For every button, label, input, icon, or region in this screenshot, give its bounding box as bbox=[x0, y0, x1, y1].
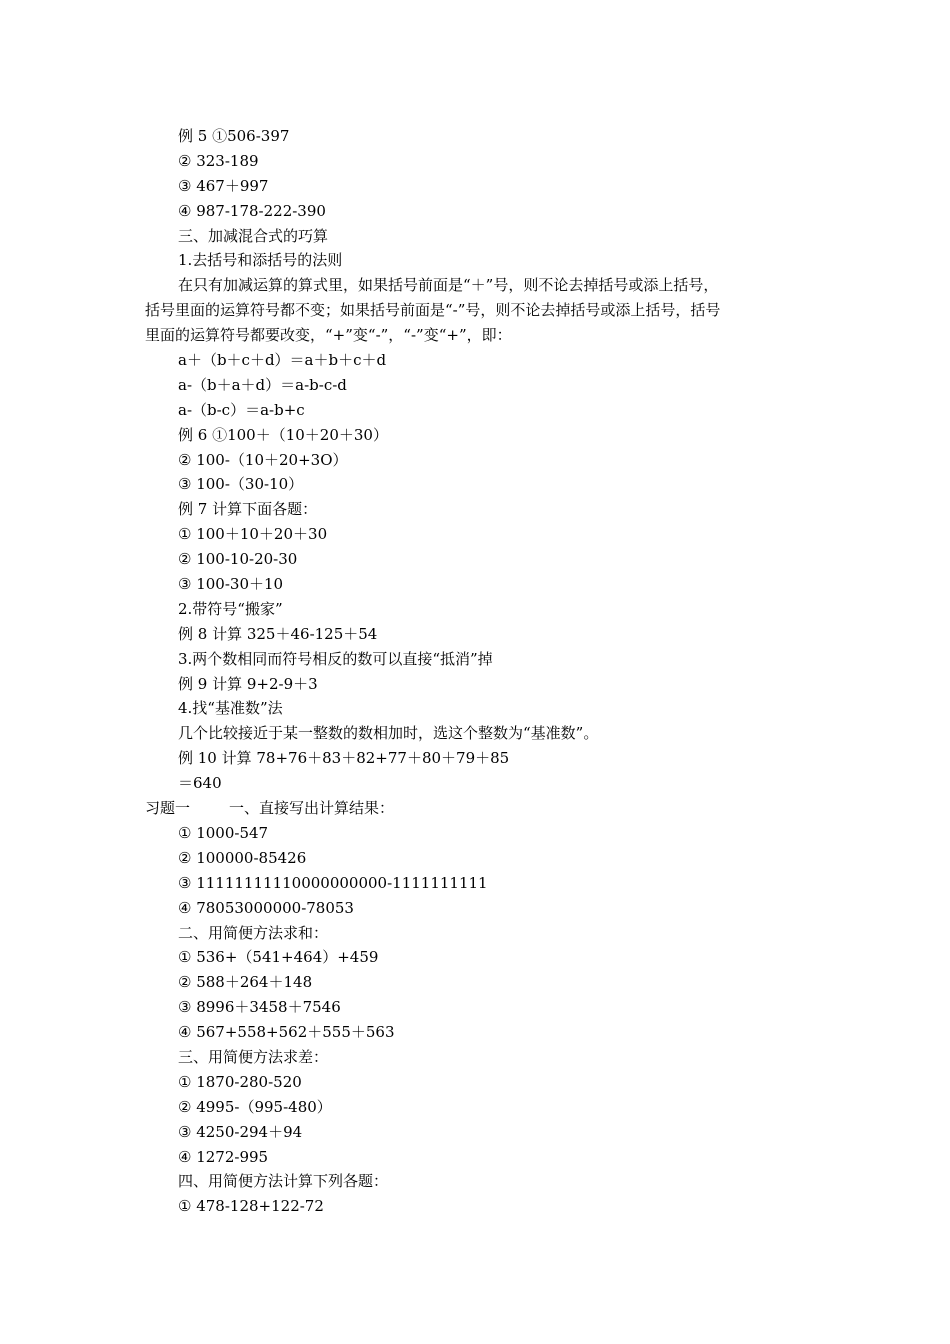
text-line: ④ 1272-995 bbox=[178, 1147, 269, 1166]
text-line: 例 7 计算下面各题： bbox=[178, 500, 318, 519]
section-heading: 四、用简便方法计算下列各题： bbox=[178, 1172, 389, 1191]
text-line: ① 1870-280-520 bbox=[178, 1072, 302, 1091]
section-heading: 二、用简便方法求和： bbox=[178, 923, 329, 942]
text-line: ④ 987-178-222-390 bbox=[178, 201, 326, 220]
text-line: ① 478-128+122-72 bbox=[178, 1197, 324, 1216]
formula-line: a-（b＋a＋d）＝a-b-c-d bbox=[178, 375, 347, 394]
text-line: ③ 467＋997 bbox=[178, 176, 269, 195]
exercise-title: 习题一 bbox=[145, 799, 191, 818]
text-line: ③ 11111111110000000000-1111111111 bbox=[178, 873, 488, 892]
text-line: 例 9 计算 9+2-9＋3 bbox=[178, 674, 318, 693]
subsection-heading: 1.去括号和添括号的法则 bbox=[178, 251, 343, 270]
section-heading: 三、用简便方法求差： bbox=[178, 1047, 329, 1066]
text-line: ③ 8996＋3458＋7546 bbox=[178, 998, 341, 1017]
section-heading: 三、加减混合式的巧算 bbox=[178, 226, 329, 245]
text-line: ② 100000-85426 bbox=[178, 848, 307, 867]
subsection-heading: 4.找“基准数”法 bbox=[178, 699, 283, 718]
text-line: ① 1000-547 bbox=[178, 823, 269, 842]
text-line: 例 8 计算 325＋46-125＋54 bbox=[178, 624, 378, 643]
subsection-heading: 2.带符号“搬家” bbox=[178, 599, 283, 618]
formula-line: a-（b-c）＝a-b+c bbox=[178, 400, 305, 419]
text-line: 例 6 ①100＋（10＋20＋30） bbox=[178, 425, 388, 444]
paragraph-line: 里面的运算符号都要改变，“+”变“-”，“-”变“+”，即： bbox=[145, 326, 512, 345]
text-line: ③ 100-（30-10） bbox=[178, 475, 304, 494]
paragraph-line: 在只有加减运算的算式里，如果括号前面是“＋”号，则不论去掉括号或添上括号， bbox=[178, 276, 719, 295]
text-line: ④ 567+558+562＋555＋563 bbox=[178, 1023, 395, 1042]
text-line: ③ 4250-294＋94 bbox=[178, 1122, 303, 1141]
text-line: ③ 100-30＋10 bbox=[178, 575, 284, 594]
text-line: ＝640 bbox=[178, 774, 222, 793]
text-line: 例 10 计算 78+76＋83＋82+77＋80＋79＋85 bbox=[178, 749, 510, 768]
subsection-heading: 3.两个数相同而符号相反的数可以直接“抵消”掉 bbox=[178, 649, 493, 668]
rule-paragraph bbox=[145, 273, 810, 348]
text-line: ② 323-189 bbox=[178, 151, 259, 170]
document-body bbox=[145, 124, 810, 1219]
text-line: ① 100＋10＋20＋30 bbox=[178, 525, 328, 544]
text-line: ② 588＋264＋148 bbox=[178, 973, 313, 992]
exercise-header bbox=[145, 796, 810, 821]
text-line: ② 100-10-20-30 bbox=[178, 550, 298, 569]
text-line: ② 4995-（995-480） bbox=[178, 1097, 332, 1116]
paragraph-line: 括号里面的运算符号都不变；如果括号前面是“-”号，则不论去掉括号或添上括号，括号 bbox=[145, 301, 721, 320]
formula-line: a＋（b＋c＋d）＝a＋b＋c＋d bbox=[178, 351, 387, 370]
text-line: 几个比较接近于某一整数的数相加时，选这个整数为“基准数”。 bbox=[178, 724, 599, 743]
exercise-heading: 一、直接写出计算结果： bbox=[229, 799, 395, 818]
text-line: ② 100-（10＋20+3O） bbox=[178, 450, 348, 469]
text-line: 例 5 ①506-397 bbox=[178, 127, 290, 145]
text-line: ① 536+（541+464）+459 bbox=[178, 948, 379, 967]
text-line: ④ 78053000000-78053 bbox=[178, 898, 354, 917]
